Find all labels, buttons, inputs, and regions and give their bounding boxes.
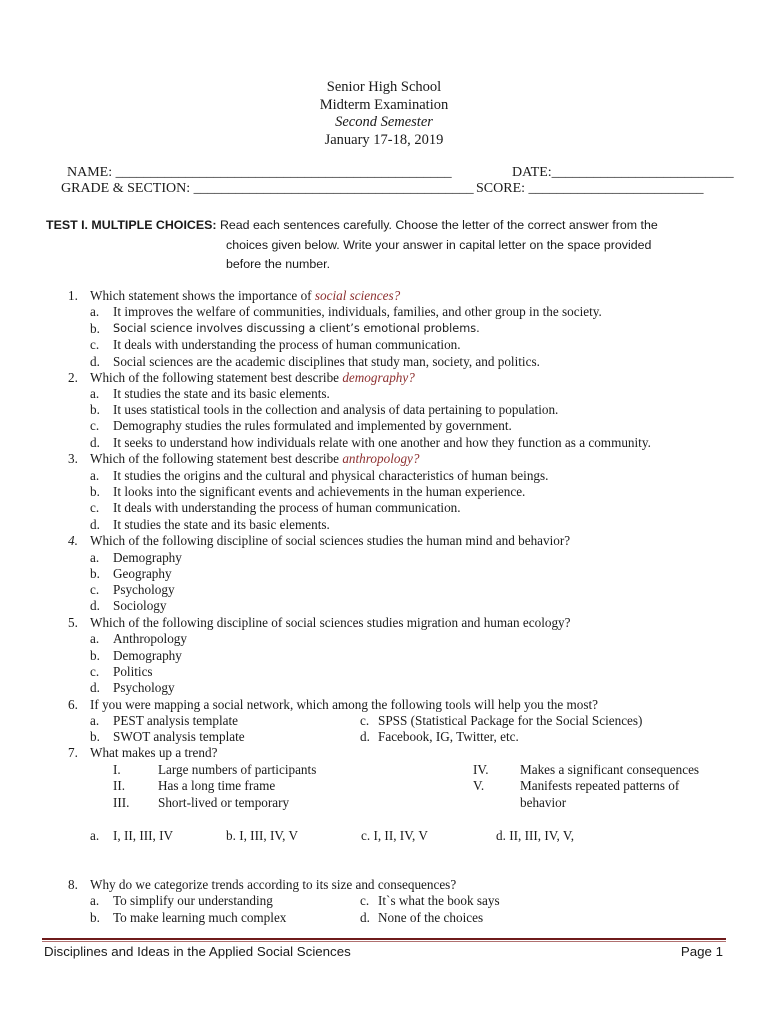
choice-7b: b. I, III, IV, V [226,828,299,843]
choice-1a: a. It improves the welfare of communities, individuals, families, and other group in the society. [90,304,602,319]
score-field: SCORE: _________________________ [476,181,704,196]
question-term: social sciences? [314,288,401,303]
choice-2a: a. It studies the state and its basic elements. [90,386,330,401]
question-text: Why do we categorize trends according to its size and consequences? [90,877,457,892]
question-number: 6. [68,697,78,712]
choice-3d: d. It studies the state and its basic elements. [90,517,330,532]
statement-I: I. Large numbers of participants [113,762,317,777]
question-text: Which of the following statement best describe demography? [90,370,415,385]
instruction-line-1: Read each sentences carefully. Choose the letter of the correct answer from the [219,218,658,232]
choice-2c: c. Demography studies the rules formulated and implemented by government. [90,418,512,433]
question-text: What makes up a trend? [90,745,218,760]
question-number: 2. [68,370,78,385]
question-2 [68,370,415,386]
question-3 [68,451,420,467]
question-4 [68,533,571,549]
question-text: Which statement shows the importance of social sciences? [90,288,401,303]
school-name: Senior High School [326,79,442,95]
choice-6a: a. PEST analysis template [90,713,239,728]
choice-6d: d. Facebook, IG, Twitter, etc. [360,729,519,744]
footer-page-number: Page 1 [680,944,723,959]
statement-V-cont: behavior [520,795,567,810]
exam-date: January 17-18, 2019 [324,131,444,148]
statement-III: III. Short-lived or temporary [113,795,290,810]
question-term: demography? [342,370,415,385]
choice-7a: a. I, II, III, IV [90,828,174,843]
choice-7c: c. I, II, IV, V [361,828,428,843]
choice-8a: a. To simplify our understanding [90,893,273,908]
choice-1c: c. It deals with understanding the process of human communication. [90,337,461,352]
choice-4b: b. Geography [90,566,172,581]
choice-4d: d. Sociology [90,598,167,613]
test-title: TEST I. MULTIPLE CHOICES: [46,218,217,232]
statement-II: II. Has a long time frame [113,778,276,793]
choice-8c: c. It`s what the book says [360,893,500,908]
question-text: If you were mapping a social network, which among the following tools will help you the most? [90,697,598,712]
exam-title: Midterm Examination [319,96,449,113]
choice-8b: b. To make learning much complex [90,910,287,925]
grade-section-field: GRADE & SECTION: ________________________________________ [61,181,474,196]
test-instructions [46,216,716,275]
question-8 [68,877,457,893]
question-number: 3. [68,451,78,466]
question-6 [68,697,598,713]
choice-6c: c. SPSS (Statistical Package for the Social Sciences) [360,713,643,728]
footer-subject: Disciplines and Ideas in the Applied Social Sciences [44,944,351,959]
question-number: 4. [68,533,78,548]
choice-6b: b. SWOT analysis template [90,729,245,744]
date-field: DATE:__________________________ [512,165,734,180]
choice-8d: d. None of the choices [360,910,484,925]
question-number: 1. [68,288,78,303]
choice-5b: b. Demography [90,648,182,663]
footer-divider-thin [42,941,726,942]
question-1 [68,288,401,304]
question-number: 8. [68,877,78,892]
choice-3c: c. It deals with understanding the process of human communication. [90,500,461,515]
question-text: Which of the following discipline of social sciences studies migration and human ecology? [90,615,571,630]
question-number: 5. [68,615,78,630]
instruction-line-3: before the number. [226,257,331,271]
choice-5a: a. Anthropology [90,631,187,646]
choice-3b: b. It looks into the significant events and achievements in the human experience. [90,484,526,499]
choice-1b: b. Social science involves discussing a client’s emotional problems. [90,321,480,336]
choice-7d: d. II, III, IV, V, [496,828,575,843]
statement-V: V. Manifests repeated patterns of [473,778,680,793]
question-5 [68,615,571,631]
name-field: NAME: ________________________________________________ [67,165,452,180]
choice-5d: d. Psychology [90,680,175,695]
choice-2d: d. It seeks to understand how individuals relate with one another and how they function as a community. [90,435,651,450]
question-term: anthropology? [342,451,420,466]
question-text: Which of the following discipline of social sciences studies the human mind and behavior? [90,533,571,548]
choice-5c: c. Politics [90,664,153,679]
semester: Second Semester [335,114,433,130]
choice-2b: b. It uses statistical tools in the collection and analysis of data pertaining to population. [90,402,559,417]
footer-divider [42,938,726,940]
question-text: Which of the following statement best describe anthropology? [90,451,420,466]
choice-4a: a. Demography [90,550,182,565]
question-7 [68,745,218,761]
question-number: 7. [68,745,78,760]
choice-1d: d. Social sciences are the academic disciplines that study man, society, and politics. [90,354,540,369]
choice-4c: c. Psychology [90,582,175,597]
choice-3a: a. It studies the origins and the cultural and physical characteristics of human beings. [90,468,549,483]
instruction-line-2: choices given below. Write your answer in capital letter on the space provided [226,237,652,252]
exam-header [0,79,768,149]
statement-IV: IV. Makes a significant consequences [473,762,700,777]
